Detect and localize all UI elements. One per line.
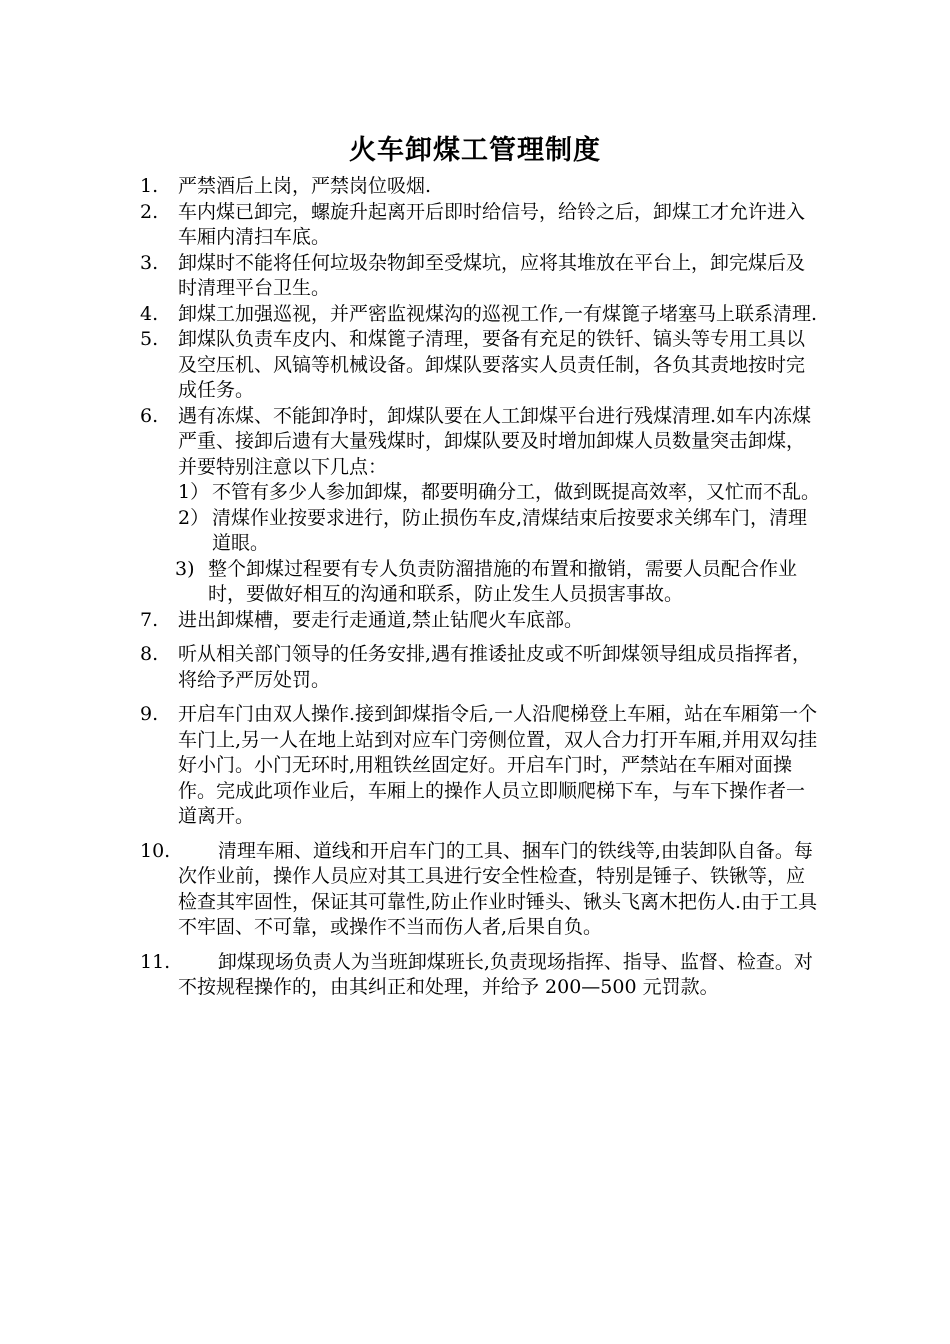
item-number: 3. xyxy=(140,251,159,274)
item-text: 卸煤时不能将任何垃圾杂物卸至受煤坑，应将其堆放在平台上，卸完煤后及时清理平台卫生。 xyxy=(178,251,806,299)
item-number: 8. xyxy=(140,643,159,665)
list-item xyxy=(140,839,820,941)
item-number: 5. xyxy=(140,328,159,350)
item-text: 遇有冻煤、不能卸净时，卸煤队要在人工卸煤平台进行残煤清理.如车内冻煤严重、接卸后遗有大量残煤时，卸煤队要及时增加卸煤人员数量突击卸煤，并要特别注意以下几点： xyxy=(178,404,812,478)
list-item xyxy=(140,174,820,200)
item-text: 开启车门由双人操作.接到卸煤指令后,一人沿爬梯登上车厢，站在车厢第一个车门上,另一人在地上站到对应车门旁侧位置，双人合力打开车厢,并用双勾挂好小门。小门无环时,用粗铁丝固定好。开启车门时，严禁站在车厢对面操作。完成此项作业后，车厢上的操作人员立即顺爬梯下车，与车下操作者一道离开。 xyxy=(178,703,818,827)
list-item xyxy=(140,200,820,251)
sub-item-text: 清煤作业按要求进行，防止损伤车皮,清煤结束后按要求关绑车门，清理道眼。 xyxy=(212,506,808,554)
item-number: 7. xyxy=(140,608,159,631)
item-number: 6. xyxy=(140,404,159,427)
list-item xyxy=(140,702,820,830)
sub-item-text: 整个卸煤过程要有专人负责防溜措施的布置和撤销，需要人员配合作业时，要做好相互的沟通和联系，防止发生人员损害事故。 xyxy=(208,557,798,605)
list-item xyxy=(140,608,820,634)
document-title: 火车卸煤工管理制度 xyxy=(349,135,601,166)
item-text: 卸煤现场负责人为当班卸煤班长,负责现场指挥、指导、监督、检查。对不按规程操作的，由其纠正和处理，并给予 200—500 元罚款。 xyxy=(178,950,813,998)
sub-list-item xyxy=(140,506,820,557)
list-item xyxy=(140,251,820,302)
sub-item-number: 1） xyxy=(178,481,210,503)
item-text: 严禁酒后上岗，严禁岗位吸烟. xyxy=(178,175,432,197)
item-number: 1. xyxy=(140,175,159,197)
sub-list-item xyxy=(140,557,820,608)
sub-item-number: 2） xyxy=(178,506,210,529)
item-text: 清理车厢、道线和开启车门的工具、捆车门的铁线等,由装卸队自备。每次作业前，操作人员应对其工具进行安全性检查，特别是锤子、铁锹等，应检查其牢固性，保证其可靠性,防止作业时锤头、锹头飞离木把伤人.由于工具不牢固、不可靠，或操作不当而伤人者,后果自负。 xyxy=(178,839,818,938)
item-text: 车内煤已卸完，螺旋升起离开后即时给信号，给铃之后，卸煤工才允许进入车厢内清扫车底。 xyxy=(178,200,806,248)
item-text: 进出卸煤槽，要走行走通道,禁止钻爬火车底部。 xyxy=(178,608,584,631)
list-item xyxy=(140,404,820,481)
list-item xyxy=(140,950,820,1001)
item-number: 11. xyxy=(140,950,171,973)
item-text: 卸煤队负责车皮内、和煤篦子清理，要备有充足的铁钎、镐头等专用工具以及空压机、风镐等机械设备。卸煤队要落实人员责任制，各负其责地按时完成任务。 xyxy=(178,328,806,401)
item-number: 4. xyxy=(140,302,159,325)
rules-list xyxy=(140,174,820,1001)
item-text: 卸煤工加强巡视，并严密监视煤沟的巡视工作,一有煤篦子堵塞马上联系清理. xyxy=(178,302,818,325)
item-number: 10. xyxy=(140,839,171,862)
sub-item-text: 不管有多少人参加卸煤，都要明确分工，做到既提高效率，又忙而不乱。 xyxy=(212,481,821,503)
list-item xyxy=(140,302,820,328)
sub-item-number: 3) xyxy=(175,557,195,580)
item-text: 听从相关部门领导的任务安排,遇有推诿扯皮或不听卸煤领导组成员指挥者，将给予严厉处罚。 xyxy=(178,643,812,691)
item-number: 9. xyxy=(140,703,159,725)
list-item xyxy=(140,642,820,693)
list-item xyxy=(140,327,820,404)
item-number: 2. xyxy=(140,200,159,223)
sub-list-item xyxy=(140,480,820,506)
